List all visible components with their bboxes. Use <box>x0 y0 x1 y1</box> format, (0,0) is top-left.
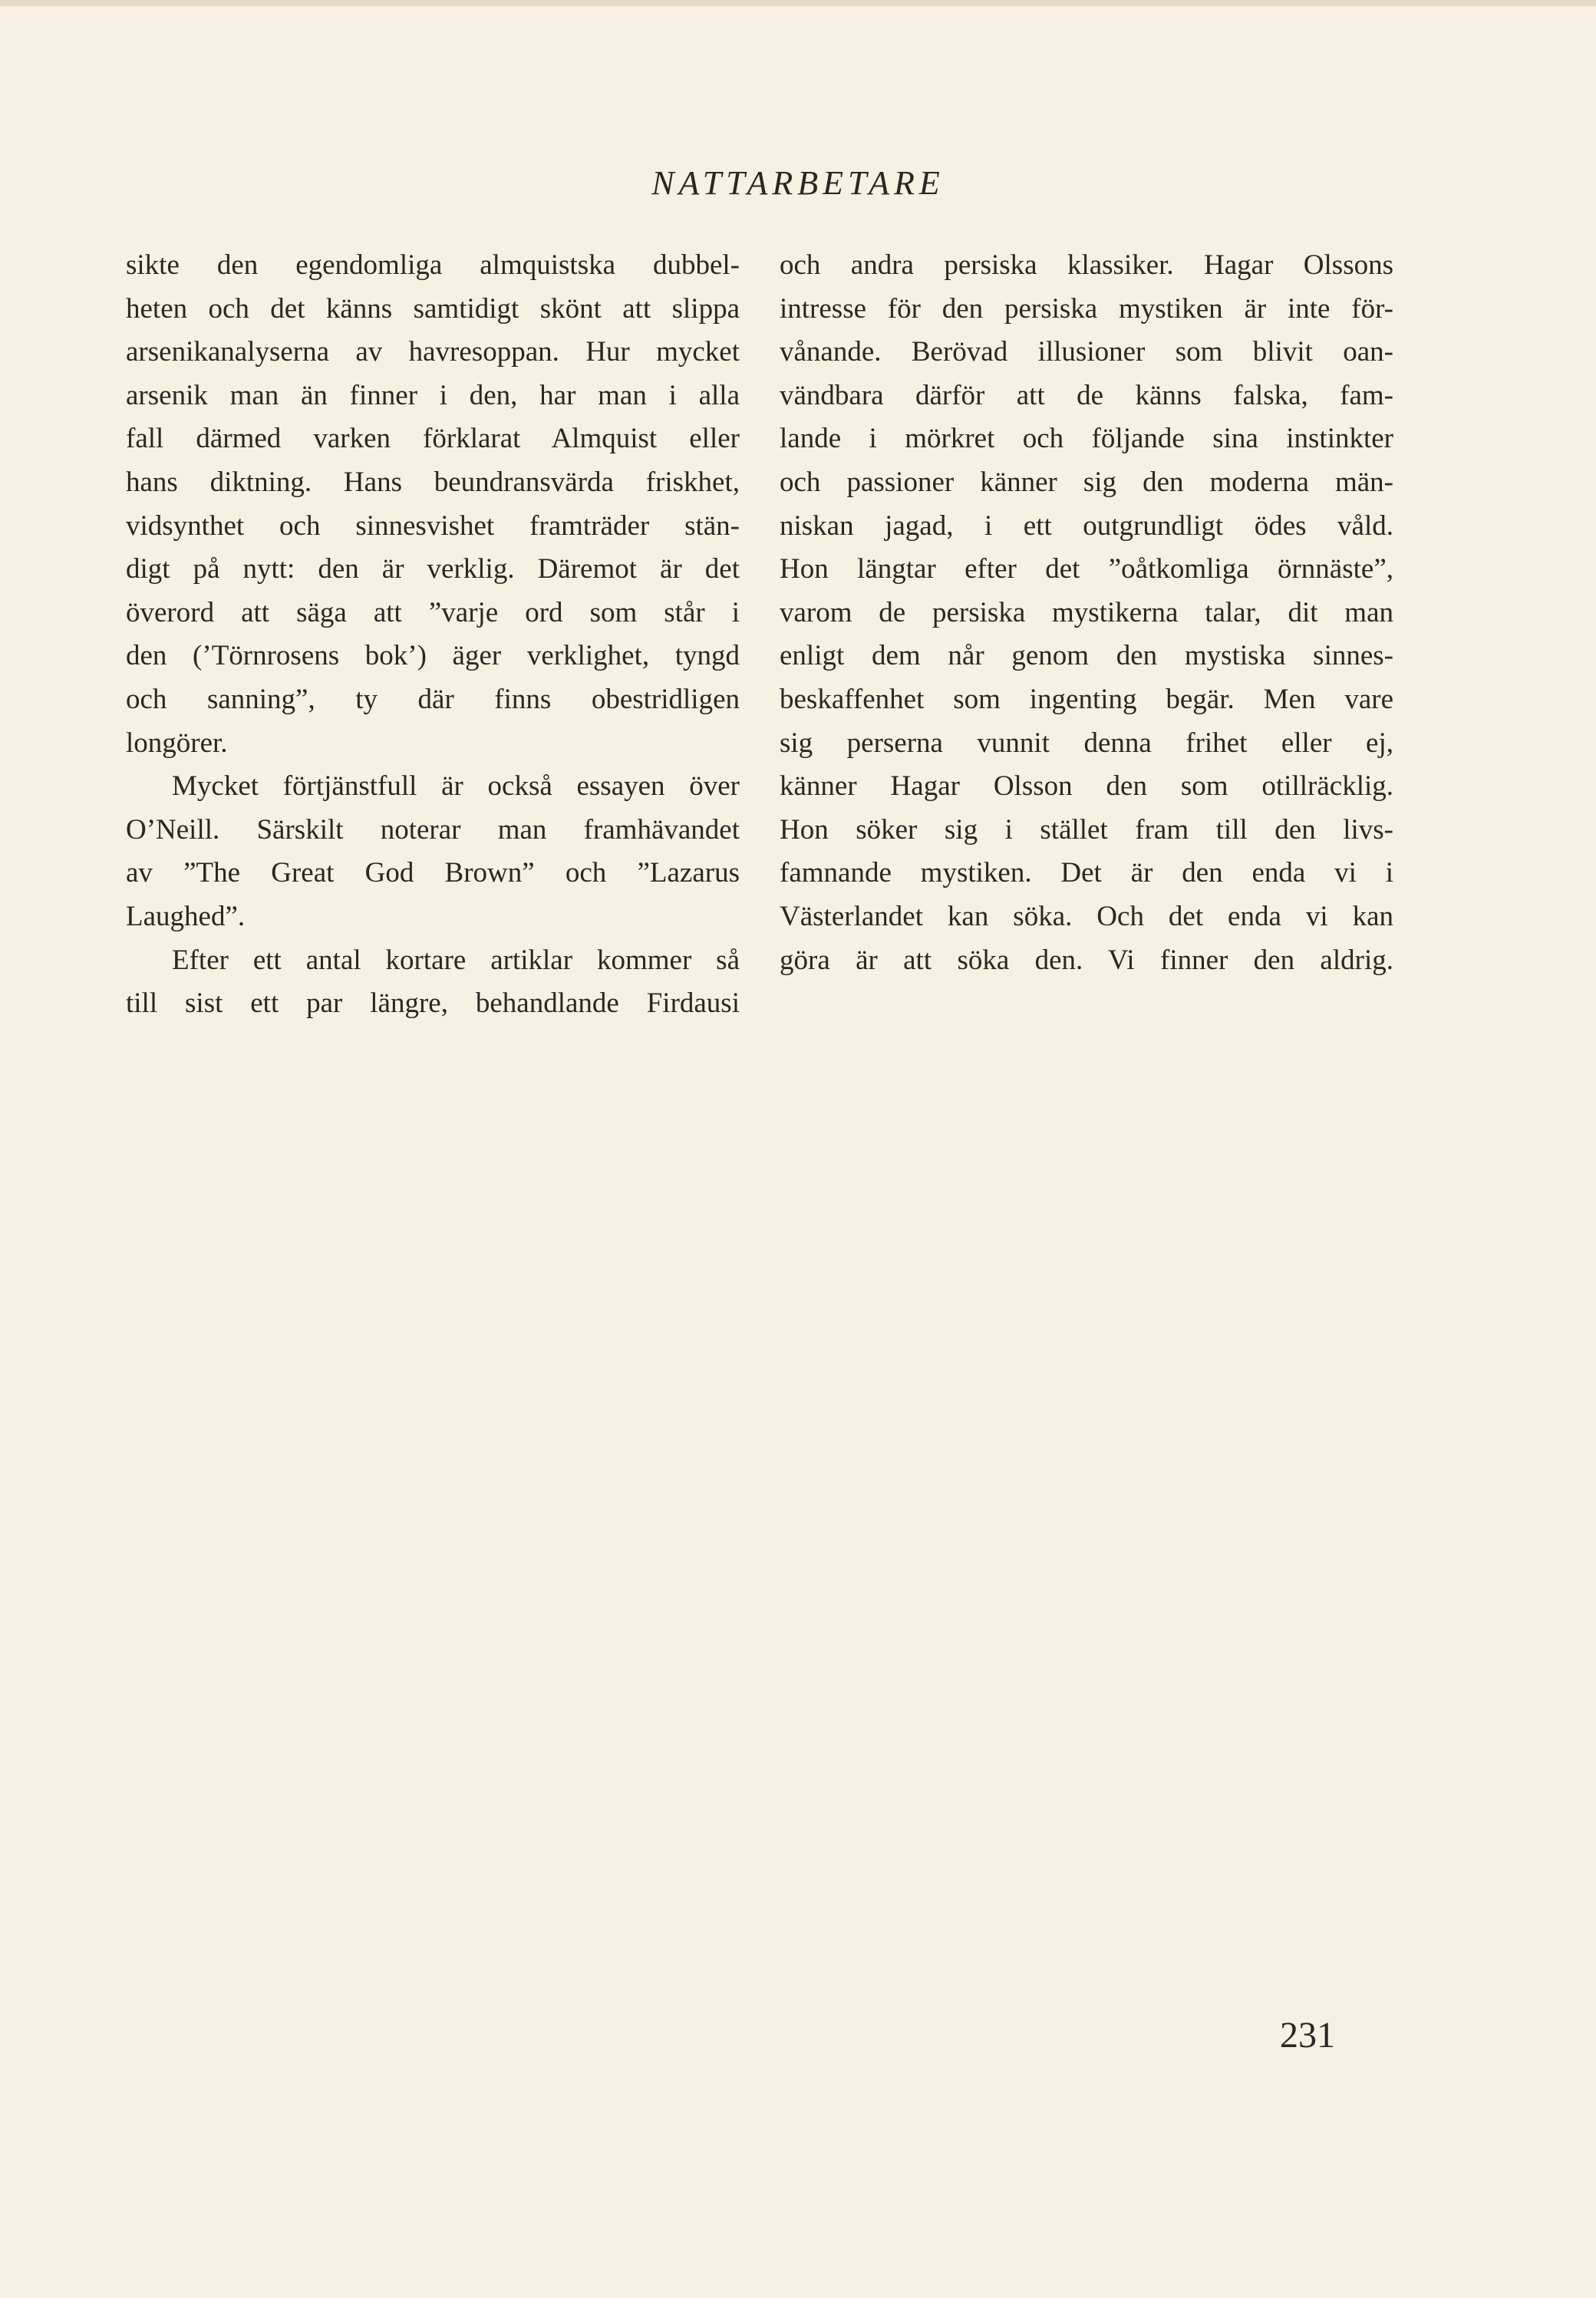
text-line: den (’Törnrosens bok’) äger verklighet, tyngd <box>126 640 740 672</box>
text-line: och sanning”, ty där finns obestridligen <box>126 683 740 715</box>
text-line: av ”The Great God Brown” och ”Lazarus <box>126 857 740 889</box>
text-line: sig perserna vunnit denna frihet eller ej, <box>780 727 1393 759</box>
text-line: vidsynthet och sinnesvishet framträder stän- <box>126 509 740 542</box>
text-line: känner Hagar Olsson den som otillräcklig. <box>780 770 1393 803</box>
text-line: Mycket förtjänstfull är också essayen över <box>172 770 740 803</box>
text-line: arsenik man än finner i den, har man i alla <box>126 379 740 411</box>
text-line: heten och det känns samtidigt skönt att slippa <box>126 292 740 325</box>
text-line: Västerlandet kan söka. Och det enda vi kan <box>780 900 1393 932</box>
page-top-edge <box>0 0 1596 6</box>
text-line: Efter ett antal kortare artiklar kommer så <box>172 944 740 976</box>
text-line: famnande mystiken. Det är den enda vi i <box>780 857 1393 889</box>
text-line: göra är att söka den. Vi finner den aldrig. <box>780 944 1393 976</box>
text-line: O’Neill. Särskilt noterar man framhävandet <box>126 813 740 846</box>
text-line: longörer. <box>126 727 228 759</box>
text-line: niskan jagad, i ett outgrundligt ödes våld. <box>780 509 1393 542</box>
text-line: och andra persiska klassiker. Hagar Olssons <box>780 249 1393 281</box>
text-line: intresse för den persiska mystiken är inte för- <box>780 292 1393 325</box>
text-line: sikte den egendomliga almquistska dubbel- <box>126 249 740 281</box>
text-line: arsenikanalyserna av havresoppan. Hur mycket <box>126 336 740 368</box>
left-column <box>126 244 740 1026</box>
text-line: till sist ett par längre, behandlande Firdausi <box>126 987 740 1020</box>
text-line: beskaffenhet som ingenting begär. Men vare <box>780 683 1393 715</box>
text-line: vånande. Berövad illusioner som blivit oan- <box>780 336 1393 368</box>
text-line: varom de persiska mystikerna talar, dit man <box>780 596 1393 628</box>
text-line: digt på nytt: den är verklig. Däremot är det <box>126 553 740 585</box>
text-line: Hon längtar efter det ”oåtkomliga örnnäste”, <box>780 553 1393 585</box>
text-line: Hon söker sig i stället fram till den livs- <box>780 813 1393 846</box>
page-number: 231 <box>1280 2015 1335 2056</box>
text-line: enligt dem når genom den mystiska sinnes- <box>780 640 1393 672</box>
text-line: vändbara därför att de känns falska, fam- <box>780 379 1393 411</box>
running-head: NATTARBETARE <box>651 164 945 202</box>
text-line: överord att säga att ”varje ord som står i <box>126 596 740 628</box>
text-line: lande i mörkret och följande sina instinkter <box>780 423 1393 455</box>
right-column <box>780 244 1393 982</box>
text-line: Laughed”. <box>126 900 246 932</box>
text-line: fall därmed varken förklarat Almquist eller <box>126 423 740 455</box>
text-line: och passioner känner sig den moderna män- <box>780 466 1393 498</box>
text-line: hans diktning. Hans beundransvärda friskhet, <box>126 466 740 498</box>
